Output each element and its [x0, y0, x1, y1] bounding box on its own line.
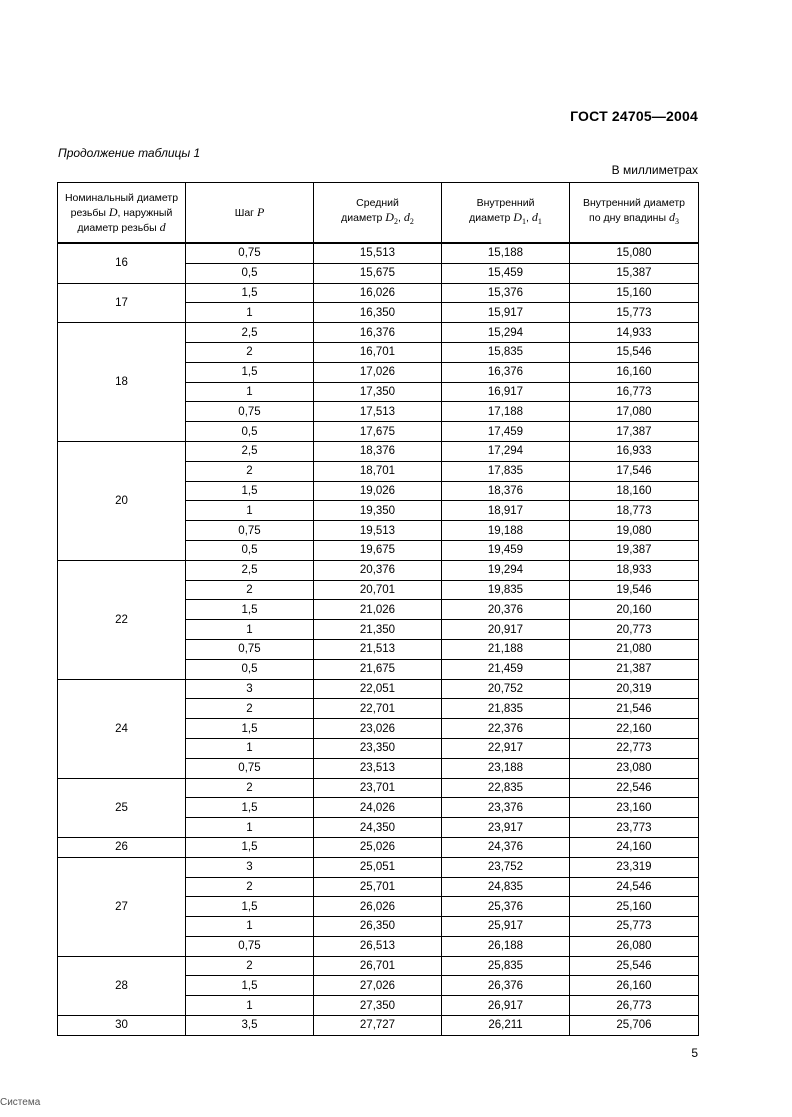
pitch-cell: 0,75 [186, 521, 314, 541]
header-inner-diameter: Внутренний диаметр $D_1$, $d_1$ [442, 183, 570, 244]
root-diameter-cell: 22,773 [570, 738, 699, 758]
pitch-cell: 3,5 [186, 1016, 314, 1036]
mean-diameter-cell: 21,026 [314, 600, 442, 620]
root-diameter-cell: 25,706 [570, 1016, 699, 1036]
header-mean-diameter: Средний диаметр $D_2$, $d_2$ [314, 183, 442, 244]
inner-diameter-cell: 24,835 [442, 877, 570, 897]
mean-diameter-cell: 23,701 [314, 778, 442, 798]
inner-diameter-cell: 19,835 [442, 580, 570, 600]
root-diameter-cell: 23,773 [570, 818, 699, 838]
header-pitch: Шаг P [186, 183, 314, 244]
mean-diameter-cell: 19,026 [314, 481, 442, 501]
mean-diameter-cell: 27,026 [314, 976, 442, 996]
pitch-cell: 0,75 [186, 402, 314, 422]
inner-diameter-cell: 20,917 [442, 620, 570, 640]
table-row [58, 956, 699, 976]
inner-diameter-cell: 15,917 [442, 303, 570, 323]
mean-diameter-cell: 24,026 [314, 798, 442, 818]
table-body [58, 243, 699, 1035]
mean-diameter-cell: 17,675 [314, 422, 442, 442]
pitch-cell: 0,75 [186, 243, 314, 263]
thread-dimensions-table [57, 182, 699, 1036]
mean-diameter-cell: 26,701 [314, 956, 442, 976]
pitch-cell: 2 [186, 461, 314, 481]
inner-diameter-cell: 19,459 [442, 540, 570, 560]
pitch-cell: 2 [186, 342, 314, 362]
inner-diameter-cell: 20,752 [442, 679, 570, 699]
pitch-cell: 2 [186, 877, 314, 897]
table-row [58, 441, 699, 461]
root-diameter-cell: 26,080 [570, 936, 699, 956]
root-diameter-cell: 25,160 [570, 897, 699, 917]
inner-diameter-cell: 15,459 [442, 263, 570, 283]
root-diameter-cell: 23,160 [570, 798, 699, 818]
inner-diameter-cell: 18,917 [442, 501, 570, 521]
mean-diameter-cell: 16,026 [314, 283, 442, 303]
table-caption: Продолжение таблицы 1 [58, 146, 201, 160]
root-diameter-cell: 18,160 [570, 481, 699, 501]
mean-diameter-cell: 20,376 [314, 560, 442, 580]
root-diameter-cell: 22,160 [570, 719, 699, 739]
mean-diameter-cell: 23,350 [314, 738, 442, 758]
table-header-row [58, 183, 699, 244]
pitch-cell: 1,5 [186, 976, 314, 996]
mean-diameter-cell: 19,675 [314, 540, 442, 560]
inner-diameter-cell: 15,835 [442, 342, 570, 362]
root-diameter-cell: 18,933 [570, 560, 699, 580]
inner-diameter-cell: 15,294 [442, 323, 570, 343]
pitch-cell: 0,5 [186, 422, 314, 442]
pitch-cell: 0,5 [186, 659, 314, 679]
root-diameter-cell: 16,160 [570, 362, 699, 382]
root-diameter-cell: 17,387 [570, 422, 699, 442]
table-row [58, 837, 699, 857]
inner-diameter-cell: 26,917 [442, 996, 570, 1016]
inner-diameter-cell: 15,376 [442, 283, 570, 303]
root-diameter-cell: 16,773 [570, 382, 699, 402]
inner-diameter-cell: 20,376 [442, 600, 570, 620]
root-diameter-cell: 22,546 [570, 778, 699, 798]
pitch-cell: 0,75 [186, 639, 314, 659]
inner-diameter-cell: 23,188 [442, 758, 570, 778]
mean-diameter-cell: 26,513 [314, 936, 442, 956]
pitch-cell: 3 [186, 857, 314, 877]
root-diameter-cell: 15,080 [570, 243, 699, 263]
mean-diameter-cell: 24,350 [314, 818, 442, 838]
standard-code: ГОСТ 24705—2004 [570, 108, 698, 124]
mean-diameter-cell: 27,727 [314, 1016, 442, 1036]
inner-diameter-cell: 24,376 [442, 837, 570, 857]
root-diameter-cell: 21,387 [570, 659, 699, 679]
root-diameter-cell: 23,080 [570, 758, 699, 778]
table-row [58, 243, 699, 263]
table-row [58, 857, 699, 877]
root-diameter-cell: 15,160 [570, 283, 699, 303]
mean-diameter-cell: 17,350 [314, 382, 442, 402]
inner-diameter-cell: 16,917 [442, 382, 570, 402]
inner-diameter-cell: 23,917 [442, 818, 570, 838]
pitch-cell: 1,5 [186, 798, 314, 818]
pitch-cell: 2 [186, 778, 314, 798]
root-diameter-cell: 25,546 [570, 956, 699, 976]
nominal-diameter-cell: 24 [58, 679, 186, 778]
root-diameter-cell: 26,160 [570, 976, 699, 996]
pitch-cell: 1 [186, 501, 314, 521]
pitch-cell: 1,5 [186, 897, 314, 917]
watermark: Система [0, 1097, 41, 1108]
inner-diameter-cell: 19,188 [442, 521, 570, 541]
inner-diameter-cell: 25,917 [442, 917, 570, 937]
nominal-diameter-cell: 26 [58, 837, 186, 857]
page-number: 5 [691, 1046, 698, 1060]
root-diameter-cell: 17,546 [570, 461, 699, 481]
table-row [58, 560, 699, 580]
mean-diameter-cell: 15,513 [314, 243, 442, 263]
units-label: В миллиметрах [611, 163, 698, 177]
root-diameter-cell: 15,546 [570, 342, 699, 362]
inner-diameter-cell: 26,376 [442, 976, 570, 996]
inner-diameter-cell: 18,376 [442, 481, 570, 501]
mean-diameter-cell: 21,350 [314, 620, 442, 640]
mean-diameter-cell: 22,051 [314, 679, 442, 699]
inner-diameter-cell: 26,188 [442, 936, 570, 956]
pitch-cell: 1,5 [186, 719, 314, 739]
pitch-cell: 0,75 [186, 758, 314, 778]
pitch-cell: 1,5 [186, 283, 314, 303]
root-diameter-cell: 19,546 [570, 580, 699, 600]
nominal-diameter-cell: 22 [58, 560, 186, 679]
inner-diameter-cell: 21,835 [442, 699, 570, 719]
pitch-cell: 2 [186, 580, 314, 600]
inner-diameter-cell: 22,835 [442, 778, 570, 798]
pitch-cell: 1 [186, 303, 314, 323]
inner-diameter-cell: 15,188 [442, 243, 570, 263]
root-diameter-cell: 15,387 [570, 263, 699, 283]
inner-diameter-cell: 17,459 [442, 422, 570, 442]
mean-diameter-cell: 25,026 [314, 837, 442, 857]
pitch-cell: 1 [186, 996, 314, 1016]
root-diameter-cell: 16,933 [570, 441, 699, 461]
mean-diameter-cell: 18,701 [314, 461, 442, 481]
table-row [58, 323, 699, 343]
root-diameter-cell: 23,319 [570, 857, 699, 877]
inner-diameter-cell: 22,917 [442, 738, 570, 758]
mean-diameter-cell: 16,701 [314, 342, 442, 362]
mean-diameter-cell: 15,675 [314, 263, 442, 283]
inner-diameter-cell: 16,376 [442, 362, 570, 382]
mean-diameter-cell: 20,701 [314, 580, 442, 600]
mean-diameter-cell: 27,350 [314, 996, 442, 1016]
mean-diameter-cell: 26,026 [314, 897, 442, 917]
pitch-cell: 1,5 [186, 481, 314, 501]
root-diameter-cell: 15,773 [570, 303, 699, 323]
root-diameter-cell: 20,160 [570, 600, 699, 620]
pitch-cell: 2 [186, 699, 314, 719]
root-diameter-cell: 21,080 [570, 639, 699, 659]
root-diameter-cell: 18,773 [570, 501, 699, 521]
inner-diameter-cell: 17,188 [442, 402, 570, 422]
inner-diameter-cell: 23,752 [442, 857, 570, 877]
pitch-cell: 1,5 [186, 362, 314, 382]
pitch-cell: 0,75 [186, 936, 314, 956]
root-diameter-cell: 14,933 [570, 323, 699, 343]
inner-diameter-cell: 22,376 [442, 719, 570, 739]
table-row [58, 283, 699, 303]
mean-diameter-cell: 17,513 [314, 402, 442, 422]
inner-diameter-cell: 17,294 [442, 441, 570, 461]
nominal-diameter-cell: 17 [58, 283, 186, 323]
inner-diameter-cell: 26,211 [442, 1016, 570, 1036]
table-row [58, 1016, 699, 1036]
inner-diameter-cell: 17,835 [442, 461, 570, 481]
root-diameter-cell: 17,080 [570, 402, 699, 422]
inner-diameter-cell: 23,376 [442, 798, 570, 818]
mean-diameter-cell: 19,513 [314, 521, 442, 541]
mean-diameter-cell: 23,026 [314, 719, 442, 739]
nominal-diameter-cell: 30 [58, 1016, 186, 1036]
mean-diameter-cell: 19,350 [314, 501, 442, 521]
nominal-diameter-cell: 18 [58, 323, 186, 442]
nominal-diameter-cell: 25 [58, 778, 186, 837]
root-diameter-cell: 19,080 [570, 521, 699, 541]
table-row [58, 679, 699, 699]
pitch-cell: 1,5 [186, 837, 314, 857]
nominal-diameter-cell: 27 [58, 857, 186, 956]
pitch-cell: 1,5 [186, 600, 314, 620]
mean-diameter-cell: 25,051 [314, 857, 442, 877]
pitch-cell: 1 [186, 738, 314, 758]
inner-diameter-cell: 19,294 [442, 560, 570, 580]
pitch-cell: 2 [186, 956, 314, 976]
nominal-diameter-cell: 16 [58, 243, 186, 283]
inner-diameter-cell: 21,188 [442, 639, 570, 659]
pitch-cell: 0,5 [186, 263, 314, 283]
table-row [58, 778, 699, 798]
mean-diameter-cell: 18,376 [314, 441, 442, 461]
inner-diameter-cell: 25,376 [442, 897, 570, 917]
root-diameter-cell: 25,773 [570, 917, 699, 937]
mean-diameter-cell: 21,675 [314, 659, 442, 679]
mean-diameter-cell: 25,701 [314, 877, 442, 897]
pitch-cell: 0,5 [186, 540, 314, 560]
root-diameter-cell: 20,319 [570, 679, 699, 699]
root-diameter-cell: 26,773 [570, 996, 699, 1016]
pitch-cell: 1 [186, 917, 314, 937]
mean-diameter-cell: 17,026 [314, 362, 442, 382]
pitch-cell: 1 [186, 620, 314, 640]
pitch-cell: 3 [186, 679, 314, 699]
pitch-cell: 2,5 [186, 560, 314, 580]
pitch-cell: 1 [186, 382, 314, 402]
mean-diameter-cell: 26,350 [314, 917, 442, 937]
root-diameter-cell: 24,160 [570, 837, 699, 857]
root-diameter-cell: 19,387 [570, 540, 699, 560]
inner-diameter-cell: 25,835 [442, 956, 570, 976]
pitch-cell: 2,5 [186, 441, 314, 461]
mean-diameter-cell: 16,376 [314, 323, 442, 343]
root-diameter-cell: 24,546 [570, 877, 699, 897]
pitch-cell: 2,5 [186, 323, 314, 343]
root-diameter-cell: 20,773 [570, 620, 699, 640]
header-nominal-diameter: Номинальный диаметр резьбы D, наружный диаметр резьбы d [58, 183, 186, 244]
nominal-diameter-cell: 28 [58, 956, 186, 1015]
header-root-diameter: Внутренний диаметр по дну впадины $d_3$ [570, 183, 699, 244]
inner-diameter-cell: 21,459 [442, 659, 570, 679]
root-diameter-cell: 21,546 [570, 699, 699, 719]
pitch-cell: 1 [186, 818, 314, 838]
mean-diameter-cell: 23,513 [314, 758, 442, 778]
mean-diameter-cell: 22,701 [314, 699, 442, 719]
nominal-diameter-cell: 20 [58, 441, 186, 560]
mean-diameter-cell: 16,350 [314, 303, 442, 323]
mean-diameter-cell: 21,513 [314, 639, 442, 659]
